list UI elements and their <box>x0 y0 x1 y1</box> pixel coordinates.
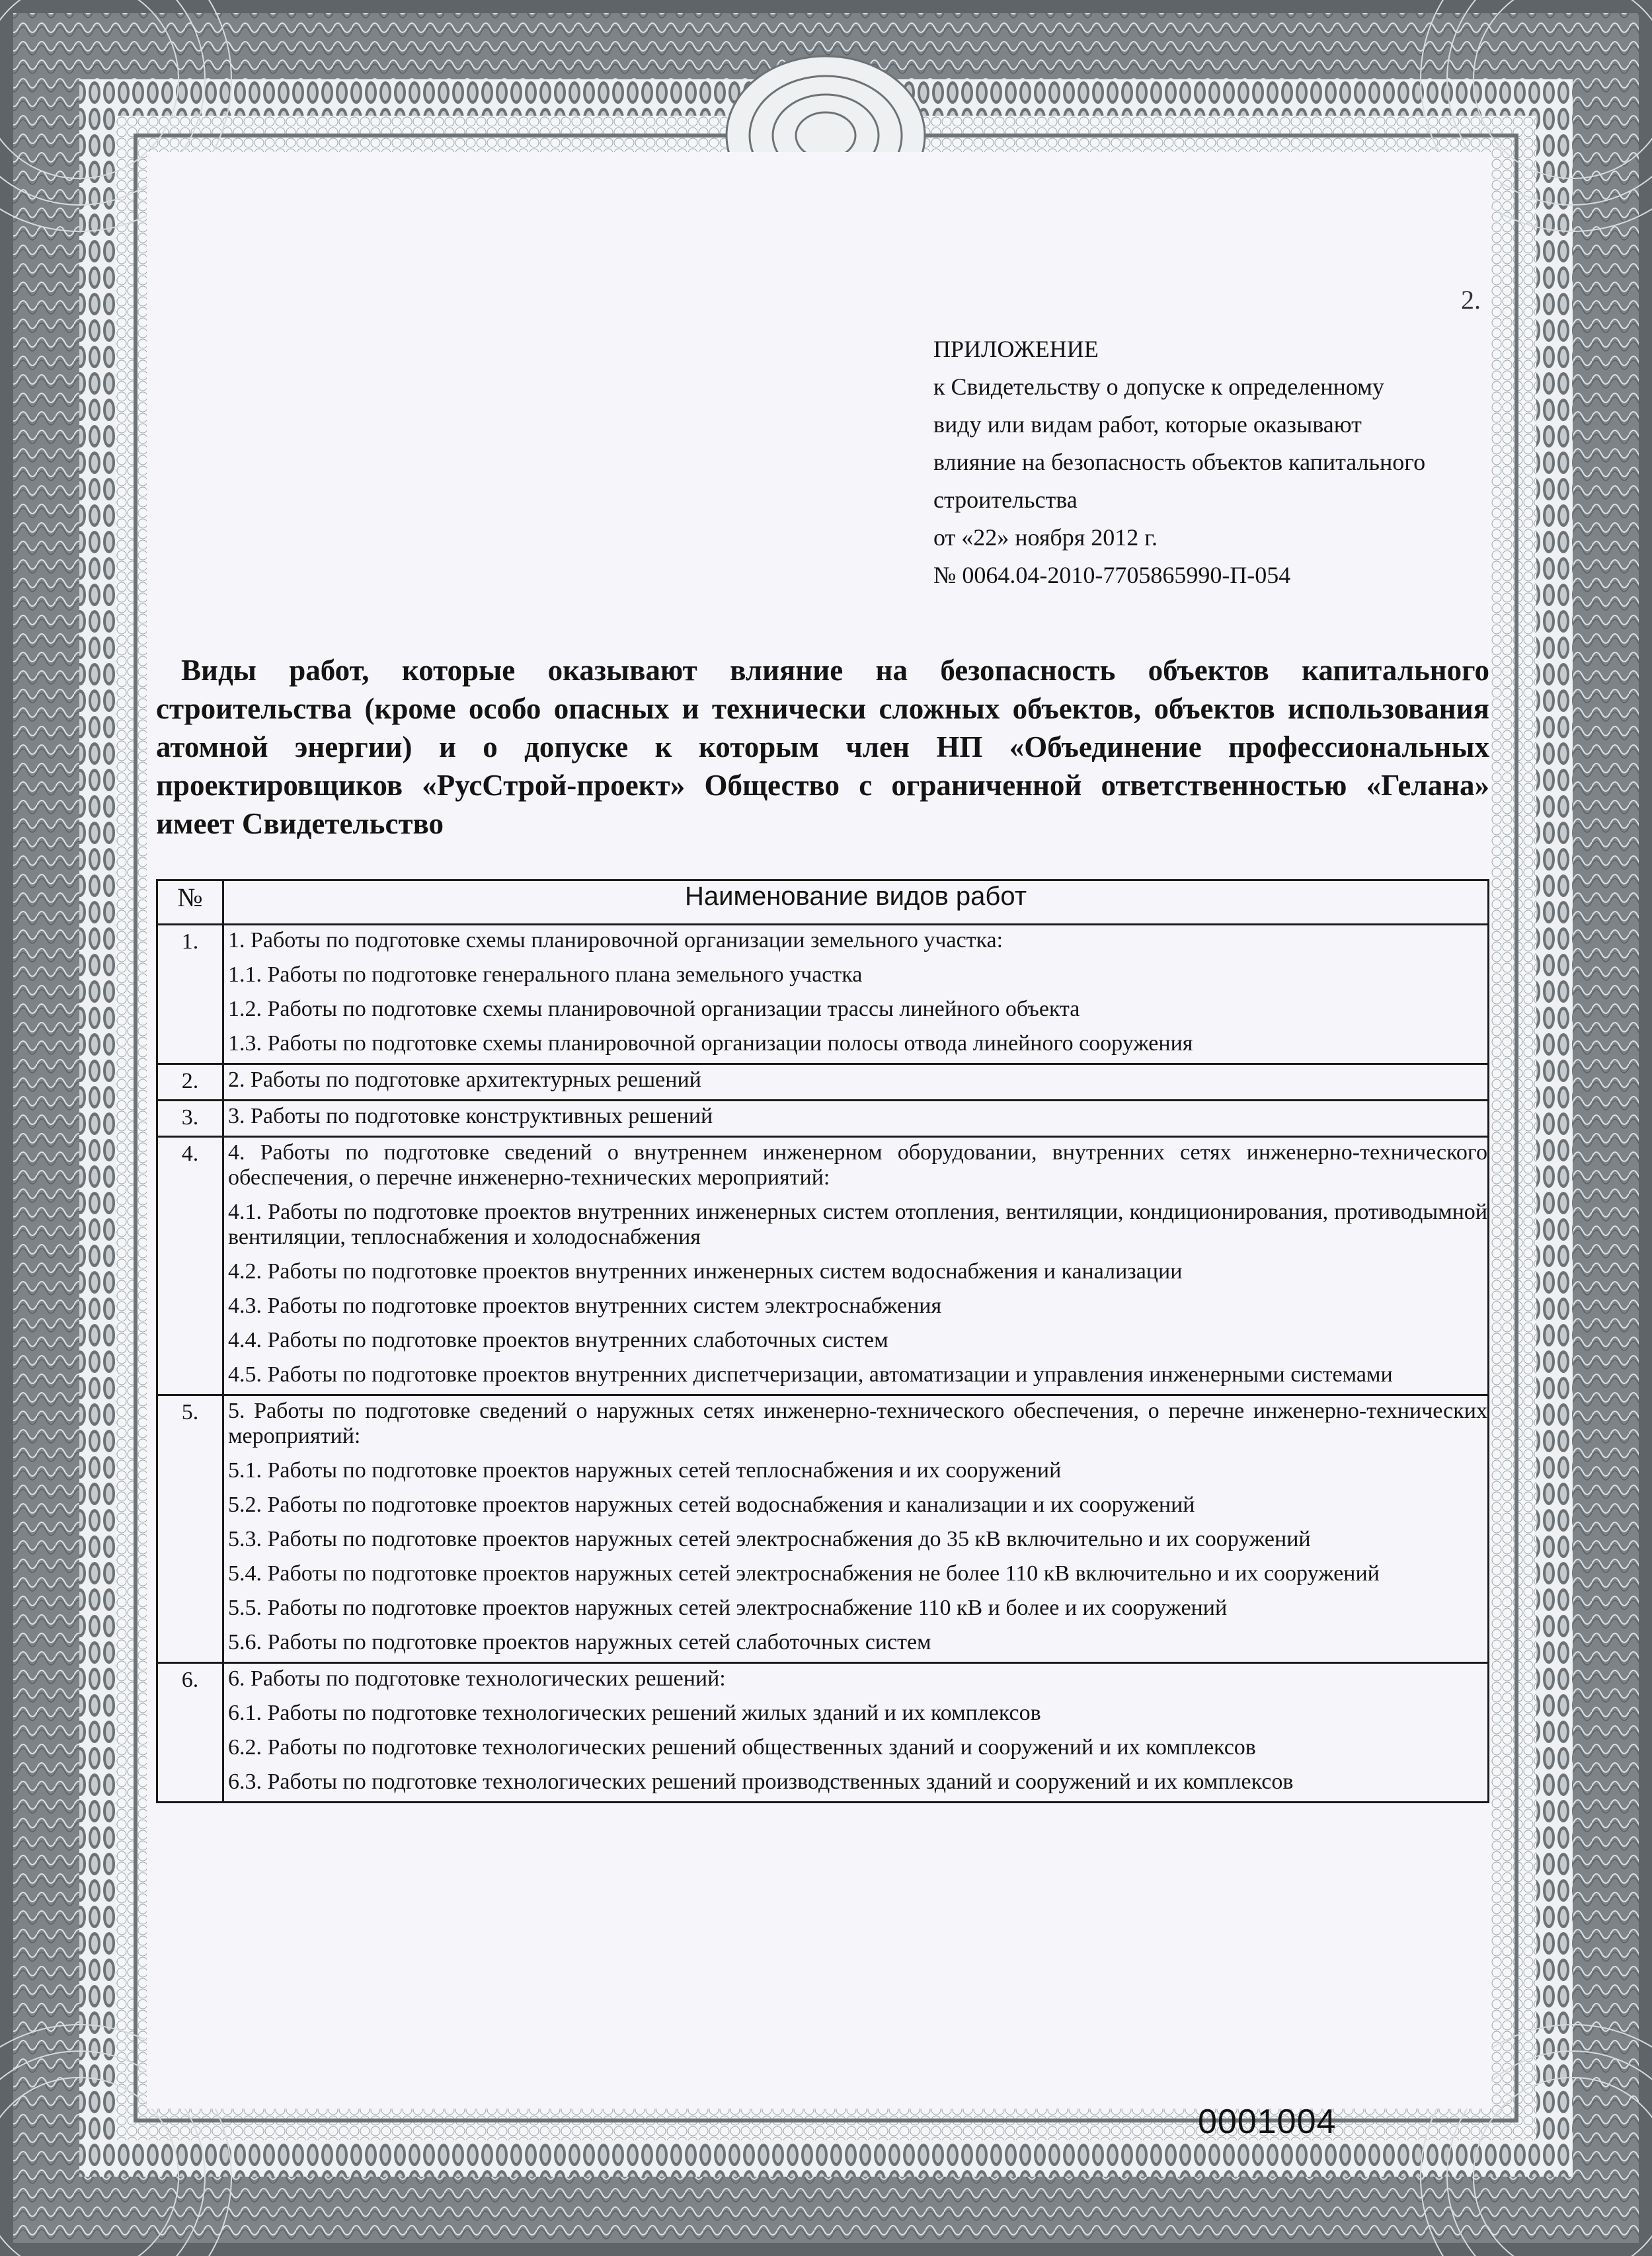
work-list-cell <box>223 1395 1489 1663</box>
work-item: 1. Работы по подготовке схемы планировочной организации земельного участка: <box>228 928 1003 953</box>
work-item: 5.6. Работы по подготовке проектов наружных сетей слаботочных систем <box>228 1630 931 1654</box>
work-item: 5.3. Работы по подготовке проектов наружных сетей электроснабжения до 35 кВ включительно и их сооружений <box>228 1527 1311 1551</box>
header-number: № <box>157 880 223 925</box>
row-number: 5. <box>157 1395 223 1663</box>
row-number: 1. <box>157 925 223 1064</box>
row-number: 2. <box>157 1064 223 1101</box>
appendix-line: от «22» ноября 2012 г. <box>933 524 1158 551</box>
serial-number: 0001004 <box>1198 2103 1337 2141</box>
page-number: 2. <box>1461 285 1481 315</box>
work-item: 1.1. Работы по подготовке генерального плана земельного участка <box>228 962 863 987</box>
work-item: 5.4. Работы по подготовке проектов наружных сетей электроснабжения не более 110 кВ включительно и их сооружений <box>228 1561 1380 1586</box>
table-row <box>157 1101 1489 1137</box>
work-item: 1.3. Работы по подготовке схемы планировочной организации полосы отвода линейного сооружения <box>228 1031 1193 1056</box>
work-item: 4.2. Работы по подготовке проектов внутренних инженерных систем водоснабжения и канализации <box>228 1259 1183 1284</box>
table-row <box>157 1395 1489 1663</box>
work-item: 6. Работы по подготовке технологических решений: <box>228 1666 726 1691</box>
work-item: 6.2. Работы по подготовке технологических решений общественных зданий и сооружений и их комплексов <box>228 1735 1256 1760</box>
work-item: 5.1. Работы по подготовке проектов наружных сетей теплоснабжения и их сооружений <box>228 1458 1062 1483</box>
appendix-line: влияние на безопасность объектов капитального <box>933 449 1426 475</box>
works-table-body <box>157 925 1489 1803</box>
work-list-cell <box>223 1663 1489 1803</box>
row-number: 3. <box>157 1101 223 1137</box>
work-item: 4.3. Работы по подготовке проектов внутренних систем электроснабжения <box>228 1294 942 1318</box>
work-list-cell <box>223 1137 1489 1395</box>
work-item: 4.5. Работы по подготовке проектов внутренних диспетчеризации, автоматизации и управления инженерными системами <box>228 1362 1393 1387</box>
work-item: 2. Работы по подготовке архитектурных решений <box>228 1068 701 1092</box>
work-item: 3. Работы по подготовке конструктивных решений <box>228 1104 713 1128</box>
work-item: 5.5. Работы по подготовке проектов наружных сетей электроснабжение 110 кВ и более и их сооружений <box>228 1596 1228 1620</box>
table-row <box>157 1663 1489 1803</box>
work-item: 5. Работы по подготовке сведений о наружных сетях инженерно-технического обеспечения, о перечне инженерно-технических мероприятий: <box>228 1399 1487 1448</box>
works-table <box>156 879 1489 1803</box>
header-work-name: Наименование видов работ <box>223 880 1489 925</box>
appendix-line: № 0064.04-2010-7705865990-П-054 <box>933 562 1291 588</box>
table-row <box>157 1064 1489 1101</box>
work-item: 4.4. Работы по подготовке проектов внутренних слаботочных систем <box>228 1328 888 1352</box>
table-row <box>157 925 1489 1064</box>
work-item: 4.1. Работы по подготовке проектов внутренних инженерных систем отопления, вентиляции, кондиционирования, противодымной вентиляции, теплоснабжения и холодоснабжения <box>228 1200 1487 1249</box>
row-number: 4. <box>157 1137 223 1395</box>
document-heading: Виды работ, которые оказывают влияние на безопасность объектов капитального строительства (кроме особо опасных и технически сложных объектов, объектов использования атомной энергии) и о допуске к которым член НП «Объединение профессиональных проектировщиков «РусСтрой-проект» Общество с ограниченной ответственностью «Гелана» имеет Свидетельство <box>156 654 1489 840</box>
work-item: 1.2. Работы по подготовке схемы планировочной организации трассы линейного объекта <box>228 997 1080 1021</box>
work-item: 5.2. Работы по подготовке проектов наружных сетей водоснабжения и канализации и их сооружений <box>228 1493 1195 1517</box>
work-item: 6.3. Работы по подготовке технологических решений производственных зданий и сооружений и их комплексов <box>228 1770 1294 1794</box>
appendix-line: ПРИЛОЖЕНИЕ <box>933 336 1099 362</box>
row-number: 6. <box>157 1663 223 1803</box>
appendix-line: к Свидетельству о допуске к определенному <box>933 373 1384 400</box>
work-list-cell <box>223 925 1489 1064</box>
appendix-line: строительства <box>933 486 1078 513</box>
work-list-cell <box>223 1064 1489 1101</box>
appendix-block <box>933 331 1502 594</box>
table-header-row <box>157 880 1489 925</box>
table-row <box>157 1137 1489 1395</box>
work-item: 6.1. Работы по подготовке технологических решений жилых зданий и их комплексов <box>228 1701 1041 1725</box>
work-item: 4. Работы по подготовке сведений о внутреннем инженерном оборудовании, внутренних сетях инженерно-технического обеспечения, о перечне инженерно-технических мероприятий: <box>228 1140 1487 1190</box>
appendix-line: виду или видам работ, которые оказывают <box>933 411 1362 438</box>
work-list-cell <box>223 1101 1489 1137</box>
